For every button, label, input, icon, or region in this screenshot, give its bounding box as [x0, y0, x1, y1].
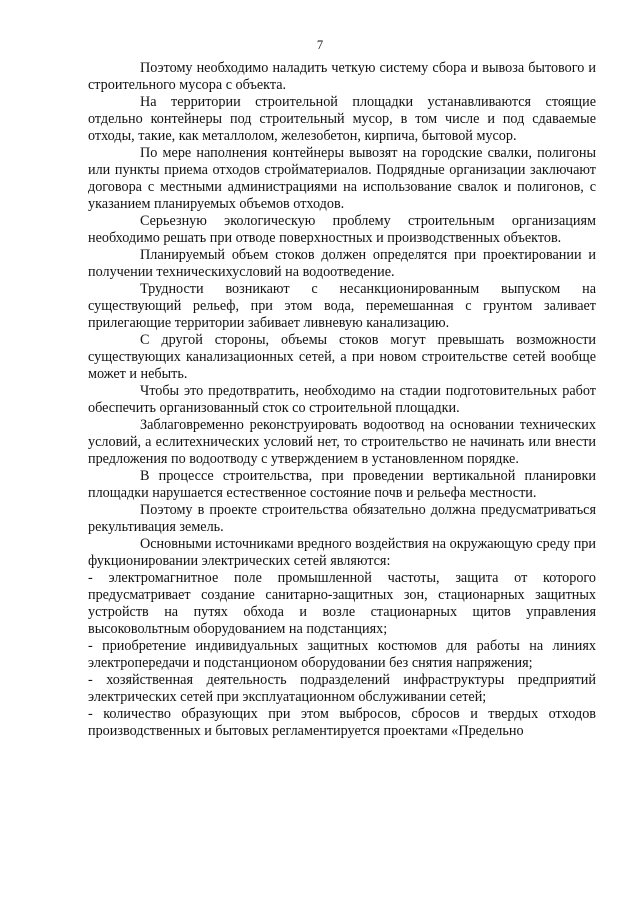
- paragraph-landfills: По мере наполнения контейнеры вывозят на городские свалки, полигоны или пункты приема отходов стройматериалов. Подрядные организации заключают договора с местными администрациями на использование свалок и полигонов, с указанием планируемых объемов отходов.: [88, 145, 596, 212]
- paragraph-ecological-problem: Серьезную экологическую проблему строительным организациям необходимо решать при отводе поверхностных и производственных объектов.: [88, 213, 596, 246]
- paragraph-recultivation: Поэтому в проекте строительства обязательно должна предусматриваться рекультивация земель.: [88, 502, 596, 535]
- paragraph-containers: На территории строительной площадки устанавливаются стоящие отдельно контейнеры под строительный мусор, в том числе и под сдаваемые отходы, такие, как металлолом, железобетон, кирпича, бытовой мусор.: [88, 94, 596, 144]
- document-body: [88, 60, 596, 740]
- paragraph-prevention: Чтобы это предотвратить, необходимо на стадии подготовительных работ обеспечить организованный сток со строительной площадки.: [88, 383, 596, 416]
- paragraph-other-side: С другой стороны, объемы стоков могут превышать возможности существующих канализационных сетей, а при новом строительстве сетей вообще может и небыть.: [88, 332, 596, 382]
- paragraph-waste-system: Поэтому необходимо наладить четкую систему сбора и вывоза бытового и строительного мусора с объекта.: [88, 60, 596, 93]
- paragraph-difficulties: Трудности возникают с несанкционированным выпуском на существующий рельеф, при этом вода, перемешанная с грунтом заливает прилегающие территории забивает ливневую канализацию.: [88, 281, 596, 331]
- list-item-electromagnetic-field: - электромагнитное поле промышленной частоты, защита от которого предусматривает создание санитарно-защитных зон, стационарных защитных устройств на путях обхода и возле стационарных щитов управления высоковольтным оборудованием на подстанциях;: [88, 570, 596, 637]
- paragraph-planned-runoff: Планируемый объем стоков должен определятся при проектировании и получении техническихусловий на водоотведение.: [88, 247, 596, 280]
- list-item-protective-suits: - приобретение индивидуальных защитных костюмов для работы на линиях электропередачи и подстанционом оборудовании без снятия напряжения;: [88, 638, 596, 671]
- paragraph-reconstruction: Заблаговременно реконструировать водоотвод на основании технических условий, а еслитехнических условий нет, то строительство не начинать или внести предложения по водоотводу с утверждением в установленном порядке.: [88, 417, 596, 467]
- list-item-economic-activity: - хозяйственная деятельность подразделений инфраструктуры предприятий электрических сетей при эксплуатационном обслуживании сетей;: [88, 672, 596, 705]
- page-number: 7: [316, 38, 324, 52]
- list-item-emissions: - количество образующих при этом выбросов, сбросов и твердых отходов производственных и бытовых регламентируется проектами «Предельно: [88, 706, 596, 739]
- paragraph-vertical-planning: В процессе строительства, при проведении вертикальной планировки площадки нарушается естественное состояние почв и рельефа местности.: [88, 468, 596, 501]
- paragraph-main-sources: Основными источниками вредного воздействия на окружающую среду при фукционировании электрических сетей являются:: [88, 536, 596, 569]
